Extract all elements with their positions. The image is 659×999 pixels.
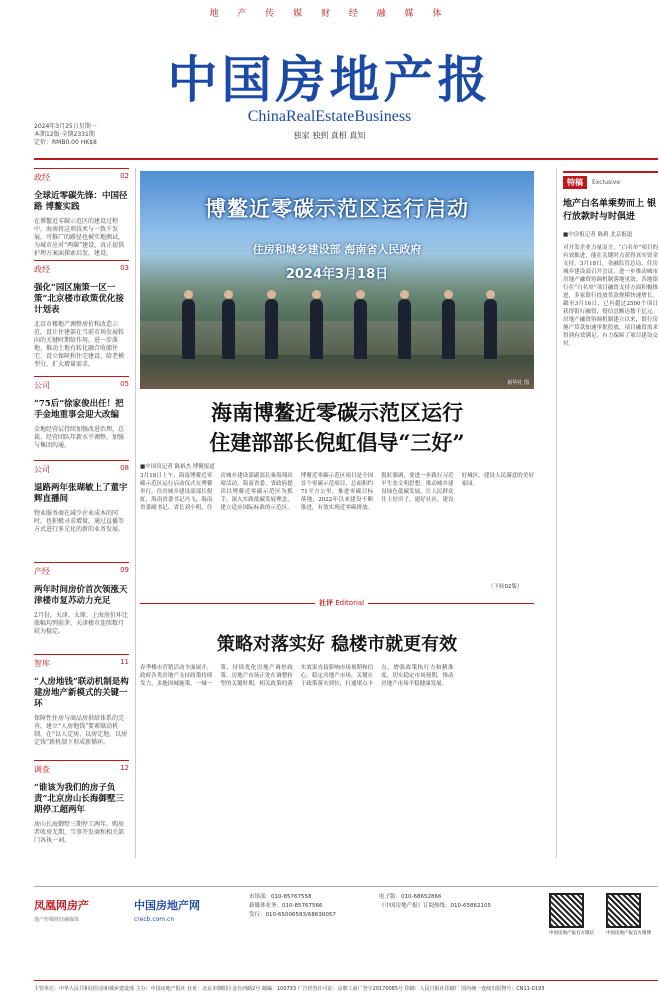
column-divider-left [135, 168, 136, 858]
index-label: 公司 [34, 381, 50, 390]
editorial-headline[interactable]: 策略对落实好 稳楼市就更有效 [216, 634, 458, 655]
lead-photo [140, 171, 534, 389]
editorial-tag-cn: 社评 [319, 599, 333, 607]
qr-wechat-label: 中国房地产报官方微信 [549, 931, 594, 936]
index-title: “谁该为我们的房子负责”北京房山长海御墅三期停工超两年 [34, 783, 124, 815]
index-page: 02 [120, 172, 129, 180]
masthead-title: 中国房地产报 [167, 50, 492, 109]
index-title: “75后”徐家俊出任！把手金地重事会迎大改编 [34, 399, 124, 420]
index-summary: 2月份，天津、太原、上海房价环比涨幅均列前茅，天津楼市连续数月较为稳定。 [34, 612, 128, 635]
publisher-info: 主管单位：中华人民共和国住房和城乡建设部 主办：中国房地产报社 社址：北京市朝阳区金台西路2号 邮编：100733 广告经营许可证：京朝工商广登字20170065号 印刷：人民日报社印刷厂 国内统一连续出版物号：CN11-0193 [34, 986, 545, 992]
column-divider-right [556, 168, 557, 858]
footer-contacts [249, 893, 336, 920]
contact-line: 发行：010-65006593/68630057 [249, 912, 336, 918]
index-label: 政经 [34, 265, 50, 274]
editorial-tag [315, 598, 368, 608]
qr-wechat[interactable] [549, 893, 594, 936]
index-page: 11 [120, 658, 129, 666]
left-index-column [34, 168, 129, 853]
footer [34, 886, 658, 960]
qr-weibo[interactable] [606, 893, 651, 936]
main-headline-line2[interactable]: 住建部部长倪虹倡导“三好” [209, 430, 465, 455]
crecb-logo-url: crecb.com.cn [134, 916, 175, 923]
qr-weibo-label: 中国房地产报官方微博 [606, 931, 651, 936]
index-summary: 北京市楼地产调整房价和改造示范，设计住建部在当前市场发展转向的关键时期给作用，进一步落地，推动土地有转化融合收储住宅、设立保障和住宅建设，给老模型分，扩大增量需求。 [34, 321, 125, 368]
feature-title[interactable]: 地产白名单乘势而上 银行放款时与时俱进 [563, 199, 657, 222]
contact-line: 市场部：010-85767558 [249, 894, 312, 900]
photo-person [398, 299, 411, 359]
contact-line: 新媒体业务：010-85767566 [249, 903, 323, 909]
footer-contacts-2 [379, 893, 491, 911]
qr-code-icon [606, 893, 641, 928]
index-label: 公司 [34, 465, 50, 474]
qr-code-icon [549, 893, 584, 928]
index-title: 强化“园区施策一区一策”北京楼市政策优化接计划表 [34, 283, 124, 315]
photo-banner-date: 2024年3月18日 [285, 267, 389, 282]
index-item[interactable] [34, 376, 129, 456]
index-label: 调查 [34, 765, 50, 774]
index-item[interactable] [34, 260, 129, 372]
index-page: 05 [120, 380, 129, 388]
feature-body: 对开发企业力量而言，“白名单”项目的有效推进，能在关键时点获得真实资金支持。3月18日，金融监管总局、住房城乡建设部召开会议，进一步推动城市房地产融资协调机制落地见效。各地银行在“白名单”项目融资支持方面积极推进，多家银行投放贷款规模快速增长。截至3月16日，已有超过2500个项目获得银行融资，授信总额达数千亿元。房地产融资协调机制建立以来，银行房地产贷款加速审批投放，项目融资需求得到有效满足，有力保障了项目建设交付。 [563, 245, 658, 347]
photo-person [310, 299, 323, 359]
photo-person [484, 299, 497, 359]
masthead-english: ChinaRealEstateBusiness [247, 108, 412, 125]
crecb-logo-text: 中国房地产网 [134, 899, 200, 912]
index-summary: 金地经营层持续加强改进治理，总裁、经营团队年薪水平调整，加强与集团沟通。 [34, 426, 125, 449]
contact-line: 电子版：010-68652866 [379, 894, 442, 900]
index-item[interactable] [34, 760, 129, 852]
index-page: 12 [120, 764, 129, 772]
photo-banner-subtitle: 住房和城乡建设部 海南省人民政府 [252, 243, 422, 256]
index-summary: 房山长海御墅三期停工两年，购房者收房无期，当事开发商和相关部门各执一词。 [34, 821, 125, 844]
index-item[interactable] [34, 460, 129, 558]
main-byline: ■中国房记者 陈裕杰 博鳌报道 [140, 464, 215, 470]
index-summary: 保障性住房与商品房供给体系的完善，建立“人房地钱”要素联动机制，在“以人定房、以房定地、以房定钱”新机制下形成新循环。 [34, 715, 128, 746]
index-summary: 在博鳌近零碳示范区的建设过程中，海南将这项技术与一致千发展，可推广的路径也被实地测试，为城市应对“两碳”建设，真正提供护理方案面探索启发，建设。 [34, 218, 125, 257]
photo-person [182, 299, 195, 359]
index-label: 智库 [34, 659, 50, 668]
header-divider [34, 158, 658, 160]
ifeng-logo-sub: 地产传媒财经融媒体 [34, 917, 80, 923]
index-title: 全球近零碳先锋：中国径路 博鳌实践 [34, 191, 128, 212]
bottom-divider [34, 980, 658, 981]
editorial-tag-en: Editorial [335, 599, 365, 607]
photo-person [442, 299, 455, 359]
editorial-body: 春季楼市营销活动全面展开，政府各类房地产支持政策持续发力，多地因城施策、一城一策，持续优化房地产调控政策。房地产市场正处在调整转型的关键时期，相关政策的落实效果直接影响市场预期和信心。稳定房地产市场，关键在于政策落实到位，打通堵点卡点，增强政策执行力和精准度，切实稳定市场预期，推动房地产市场平稳健康发展。 [140, 665, 454, 687]
index-label: 政经 [34, 173, 50, 182]
photo-person [265, 299, 278, 359]
index-page: 03 [120, 264, 129, 272]
right-feature-column [563, 171, 658, 864]
index-page: 09 [120, 566, 129, 574]
photo-credit: 新华社 图 [507, 380, 529, 386]
index-title: “人房地钱”联动机制是构建房地产新模式的关键一环 [34, 677, 129, 709]
issue-date: 2024年3月25日星期一 [34, 123, 97, 130]
issue-price: 定价：RMB0.00 HK$8 [34, 139, 97, 146]
index-title: 退路两年张瑚敏上了董宇辉直播间 [34, 483, 128, 504]
feature-tag-cn: 特稿 [563, 176, 587, 189]
index-page: 08 [120, 464, 129, 472]
footer-logo-ifeng[interactable] [34, 897, 89, 923]
index-item[interactable] [34, 168, 129, 256]
photo-stage [140, 321, 534, 355]
photo-person [354, 299, 367, 359]
main-headline-line1[interactable]: 海南博鳌近零碳示范区运行 [211, 400, 463, 425]
photo-person [222, 299, 235, 359]
ifeng-logo-text: 凤凰网房产 [34, 899, 89, 912]
continued-note: （下转02版） [488, 584, 523, 590]
feature-byline: ■中房报记者 陈莉 北京报道 [563, 232, 633, 238]
photo-banner-title: 博鳌近零碳示范区运行启动 [205, 197, 469, 221]
issue-pages: 本期12版·全期2331期 [34, 131, 95, 138]
masthead-slogan: 地 产 传 媒 财 经 融 媒 体 [209, 9, 450, 19]
feature-tag-en: Exclusive [592, 179, 621, 186]
main-article-body: 3月18日上午，海南博鳌近零碳示范区运行启动仪式在博鳌举行。住房城乡建设部部长倪虹，海南省委书记冯飞，海南省委副书记、省长刘小明，住房城乡建设部副部长秦海翔出席活动。海南省委、省政府提出以博鳌近零碳示范区为抓手，深入实践低碳发展理念，建立适应国际标准的示范区。博鳌近零碳示范区项目是全国首个零碳示范项目，总面积约71平方公里，推进零碳目标落地，2022年以来建设不断推进，有效实现近零碳排放。倪虹强调，要进一步践行习近平生态文明思想，推动城乡建设绿色低碳发展，让人民群众住上好房子、建好社区、建设好城区，建设人民满意的美好家园。 [140, 473, 534, 511]
masthead-tagline: 独家 独到 真相 真知 [293, 131, 366, 140]
contact-line: 《中国房地产报》订阅热线：010-65862105 [379, 903, 491, 909]
footer-logo-crecb[interactable] [134, 897, 200, 923]
index-item[interactable] [34, 562, 129, 650]
index-summary: 物业服务商在减少企业成本的同时，也积极寻求增量，通过直播等方式进行多元化的新的业务发展。 [34, 510, 125, 533]
index-label: 产经 [34, 567, 50, 576]
index-title: 两年时间房价首次领涨天津楼市复苏动力充足 [34, 585, 128, 606]
index-item[interactable] [34, 654, 129, 756]
feature-tag [563, 171, 658, 192]
